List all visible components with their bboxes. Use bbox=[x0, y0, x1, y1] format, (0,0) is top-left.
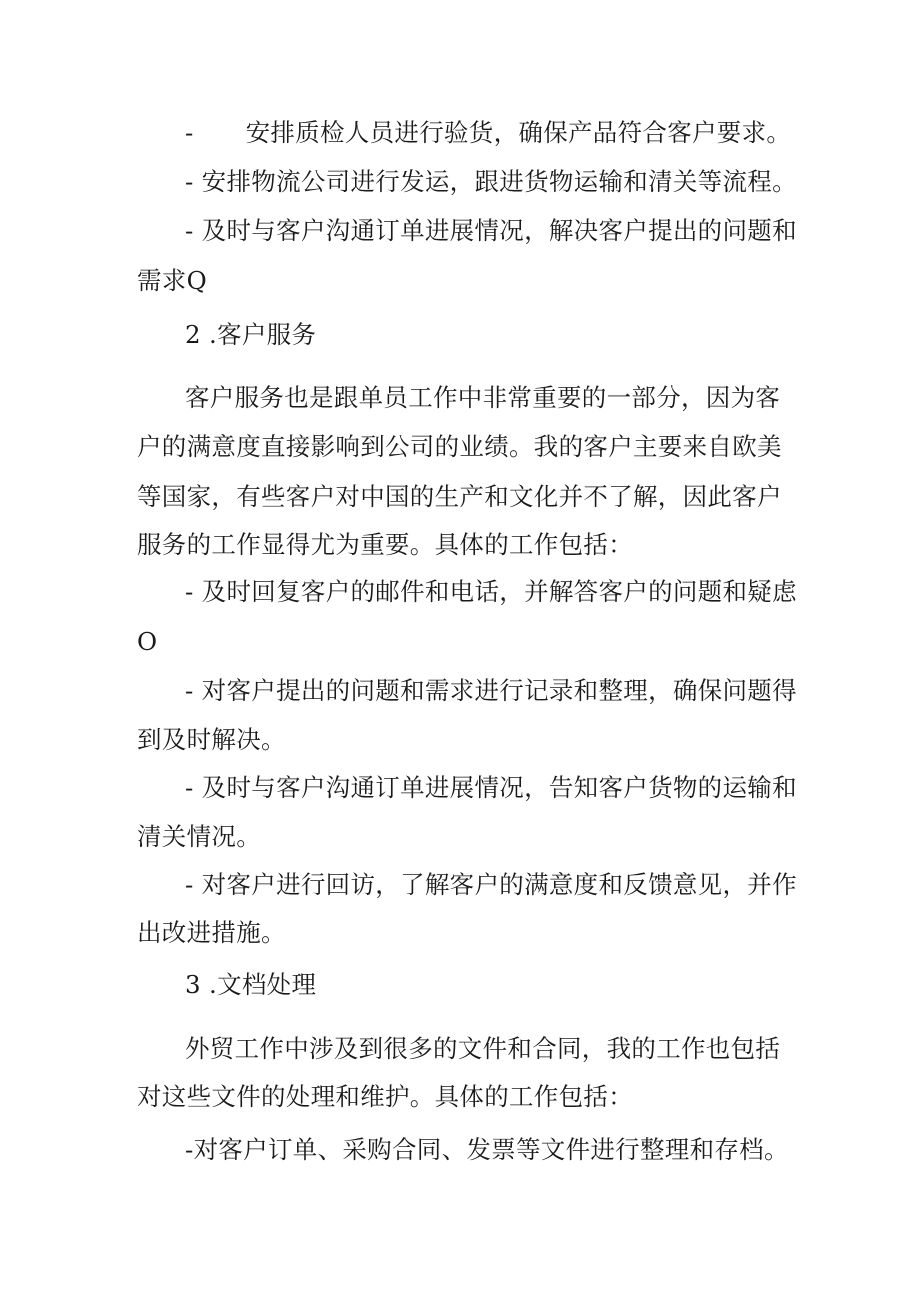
bullet-line-notify-cont: 清关情况。 bbox=[137, 822, 261, 851]
bullet-line-communication: - 及时与客户沟通订单进展情况，解决客户提出的问题和 bbox=[185, 216, 797, 245]
bullet-line-followup: - 对客户进行回访，了解客户的满意度和反馈意见，并作 bbox=[185, 870, 797, 899]
bullet-line-reply-cont: O bbox=[137, 627, 158, 656]
bullet-line-inspection bbox=[185, 118, 797, 148]
section-heading-customer-service: 2 .客户服务 bbox=[185, 320, 317, 349]
paragraph-line: 客户服务也是跟单员工作中非常重要的一部分，因为客 bbox=[185, 383, 781, 412]
bullet-line-archive: -对客户订单、采购合同、发票等文件进行整理和存档。 bbox=[185, 1135, 789, 1164]
section-heading-document-handling: 3 .文档处理 bbox=[185, 970, 317, 999]
bullet-line-record-cont: 到及时解决。 bbox=[137, 725, 286, 754]
bullet-line-notify: - 及时与客户沟通订单进展情况，告知客户货物的运输和 bbox=[185, 773, 797, 802]
paragraph-line: 服务的工作显得尤为重要。具体的工作包括： bbox=[137, 530, 633, 559]
paragraph-line: 对这些文件的处理和维护。具体的工作包括： bbox=[137, 1082, 633, 1111]
bullet-line-record: - 对客户提出的问题和需求进行记录和整理，确保问题得 bbox=[185, 676, 797, 705]
paragraph-line: 户的满意度直接影响到公司的业绩。我的客户主要来自欧美 bbox=[137, 432, 782, 461]
bullet-text: 安排质检人员进行验货，确保产品符合客户要求。 bbox=[245, 118, 792, 147]
bullet-dash: - bbox=[185, 118, 194, 147]
paragraph-line: 等国家，有些客户对中国的生产和文化并不了解，因此客户 bbox=[137, 482, 782, 511]
paragraph-line: 外贸工作中涉及到很多的文件和合同，我的工作也包括 bbox=[185, 1034, 781, 1063]
bullet-line-communication-cont: 需求Q bbox=[137, 266, 207, 295]
bullet-line-logistics: - 安排物流公司进行发运，跟进货物运输和清关等流程。 bbox=[185, 167, 797, 196]
bullet-line-followup-cont: 出改进措施。 bbox=[137, 918, 286, 947]
bullet-line-reply: - 及时回复客户的邮件和电话，并解答客户的问题和疑虑 bbox=[185, 577, 797, 606]
